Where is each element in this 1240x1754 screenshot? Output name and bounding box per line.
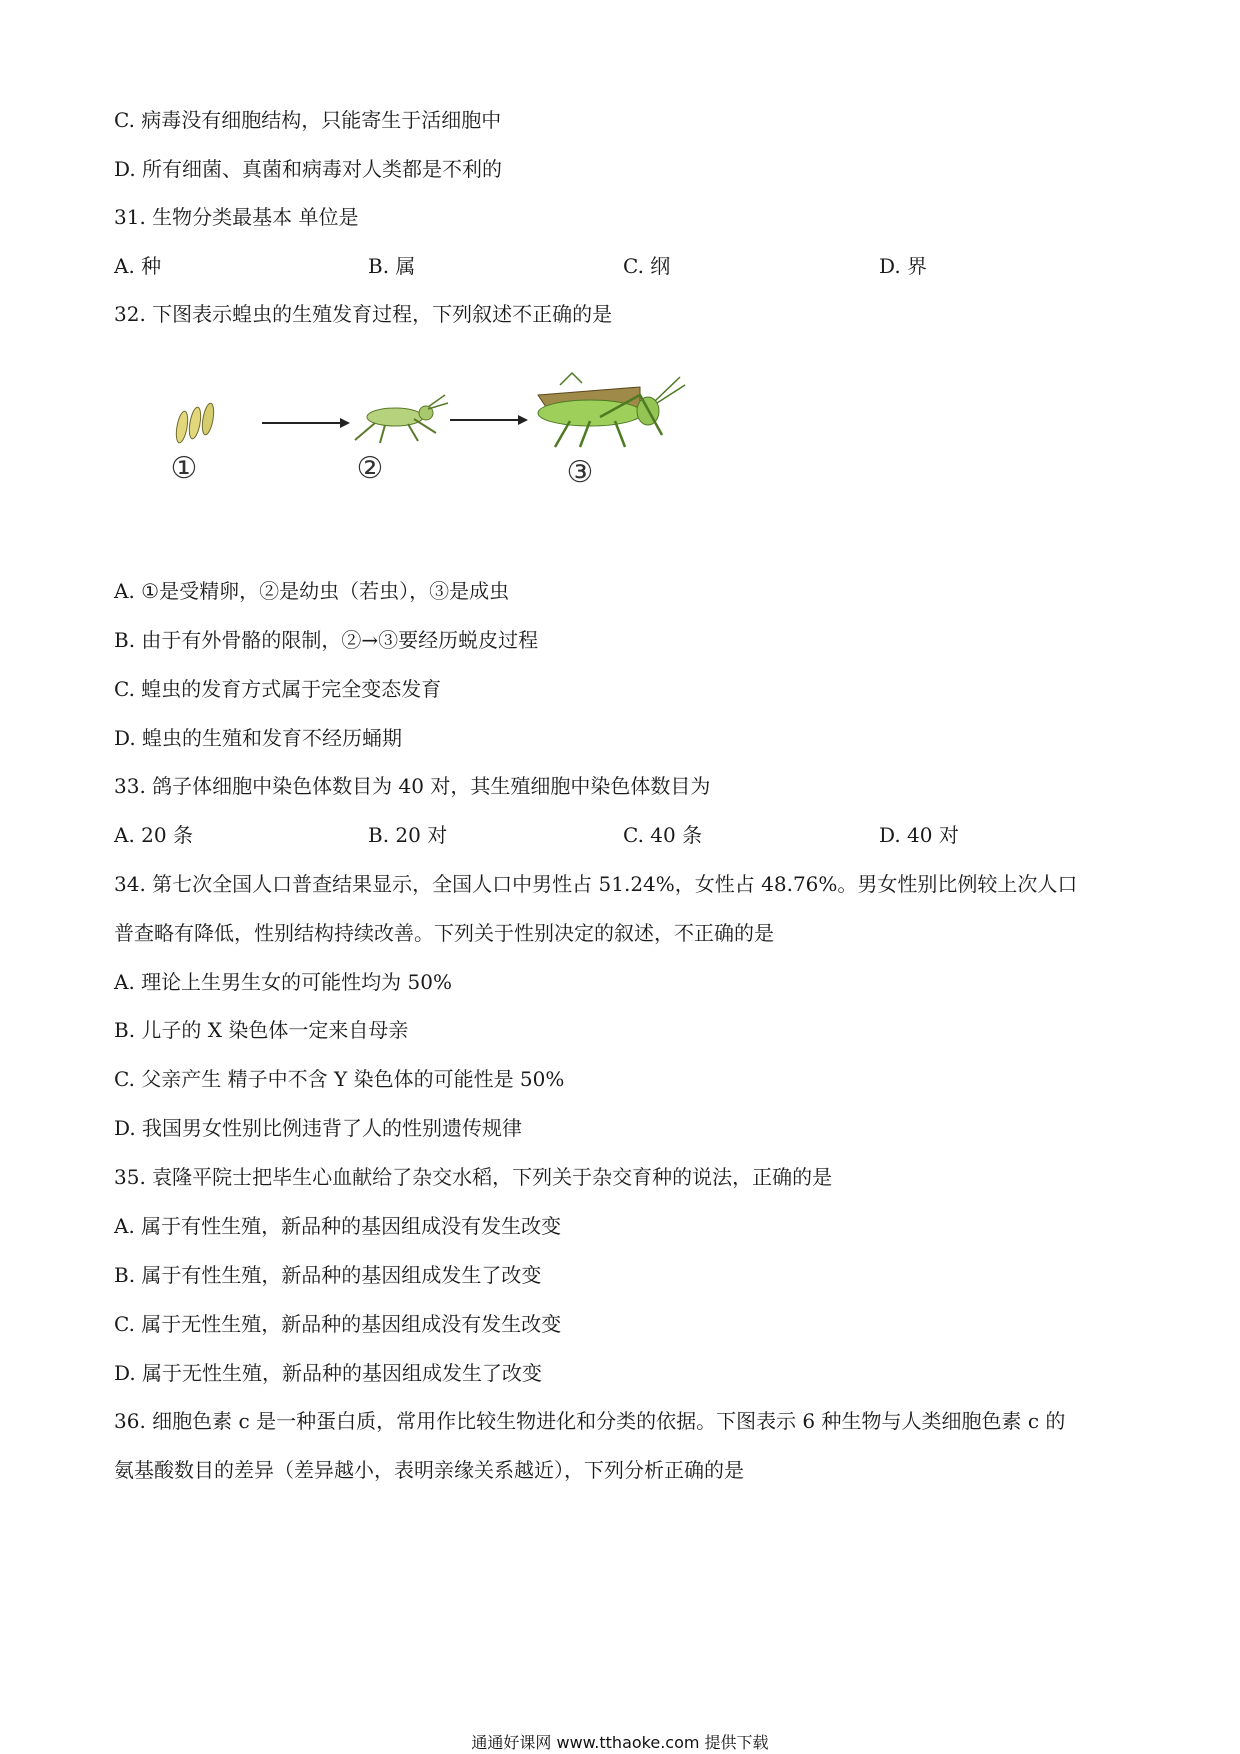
q30-option-c: C. 病毒没有细胞结构，只能寄生于活细胞中	[114, 108, 502, 132]
q33-option-c: C. 40 条	[623, 823, 703, 847]
q31-stem: 31. 生物分类最基本 单位是	[114, 205, 359, 229]
q34-stem-line1: 34. 第七次全国人口普查结果显示，全国人口中男性占 51.24%，女性占 48.76%。男女性别比例较上次人口	[114, 872, 1078, 896]
q32-option-c: C. 蝗虫的发育方式属于完全变态发育	[114, 677, 442, 701]
q36-stem-line2: 氨基酸数目的差异（差异越小，表明亲缘关系越近），下列分析正确的是	[114, 1458, 744, 1482]
locust-eggs-image	[174, 402, 215, 443]
label-adult: ③	[566, 455, 594, 490]
q35-option-a: A. 属于有性生殖，新品种的基因组成没有发生改变	[114, 1214, 562, 1238]
locust-development-figure	[170, 355, 710, 515]
q31-option-a: A. 种	[114, 254, 162, 278]
q34-option-a: A. 理论上生男生女的可能性均为 50%	[114, 970, 452, 994]
q31-option-c: C. 纲	[623, 254, 671, 278]
q34-option-b: B. 儿子的 X 染色体一定来自母亲	[114, 1018, 409, 1042]
q31-option-d: D. 界	[879, 254, 928, 278]
q34-option-d: D. 我国男女性别比例违背了人的性别遗传规律	[114, 1116, 523, 1140]
q33-option-b: B. 20 对	[368, 823, 448, 847]
label-nymph: ②	[356, 451, 384, 486]
q35-option-d: D. 属于无性生殖，新品种的基因组成发生了改变	[114, 1361, 543, 1385]
q33-option-a: A. 20 条	[114, 823, 193, 847]
q34-option-c: C. 父亲产生 精子中不含 Y 染色体的可能性是 50%	[114, 1067, 565, 1091]
q33-option-d: D. 40 对	[879, 823, 959, 847]
q32-option-d: D. 蝗虫的生殖和发育不经历蛹期	[114, 726, 403, 750]
label-egg: ①	[170, 451, 198, 486]
q35-option-b: B. 属于有性生殖，新品种的基因组成发生了改变	[114, 1263, 542, 1287]
stage-label-1	[171, 451, 198, 486]
q32-stem: 32. 下图表示蝗虫的生殖发育过程，下列叙述不正确的是	[114, 302, 613, 326]
locust-adult-image	[538, 373, 685, 447]
q30-option-d: D. 所有细菌、真菌和病毒对人类都是不利的	[114, 157, 503, 181]
q35-stem: 35. 袁隆平院士把毕生心血献给了杂交水稻，下列关于杂交育种的说法，正确的是	[114, 1165, 833, 1189]
q32-option-b: B. 由于有外骨骼的限制，②→③要经历蜕皮过程	[114, 628, 539, 652]
arrow-2	[450, 415, 528, 425]
q31-option-b: B. 属	[368, 254, 416, 278]
locust-nymph-image	[355, 395, 448, 443]
q32-option-a: A. ①是受精卵，②是幼虫（若虫），③是成虫	[114, 579, 510, 603]
q34-stem-line2: 普查略有降低，性别结构持续改善。下列关于性别决定的叙述，不正确的是	[114, 921, 774, 945]
q33-stem: 33. 鸽子体细胞中染色体数目为 40 对，其生殖细胞中染色体数目为	[114, 774, 711, 798]
q36-stem-line1: 36. 细胞色素 c 是一种蛋白质，常用作比较生物进化和分类的依据。下图表示 6 种生物与人类细胞色素 c 的	[114, 1409, 1066, 1433]
page-footer: 通通好课网 www.tthaoke.com 提供下载	[471, 1733, 769, 1752]
q35-option-c: C. 属于无性生殖，新品种的基因组成没有发生改变	[114, 1312, 562, 1336]
stage-label-2	[357, 451, 384, 486]
arrow-1	[262, 418, 350, 428]
stage-label-3	[567, 455, 594, 490]
